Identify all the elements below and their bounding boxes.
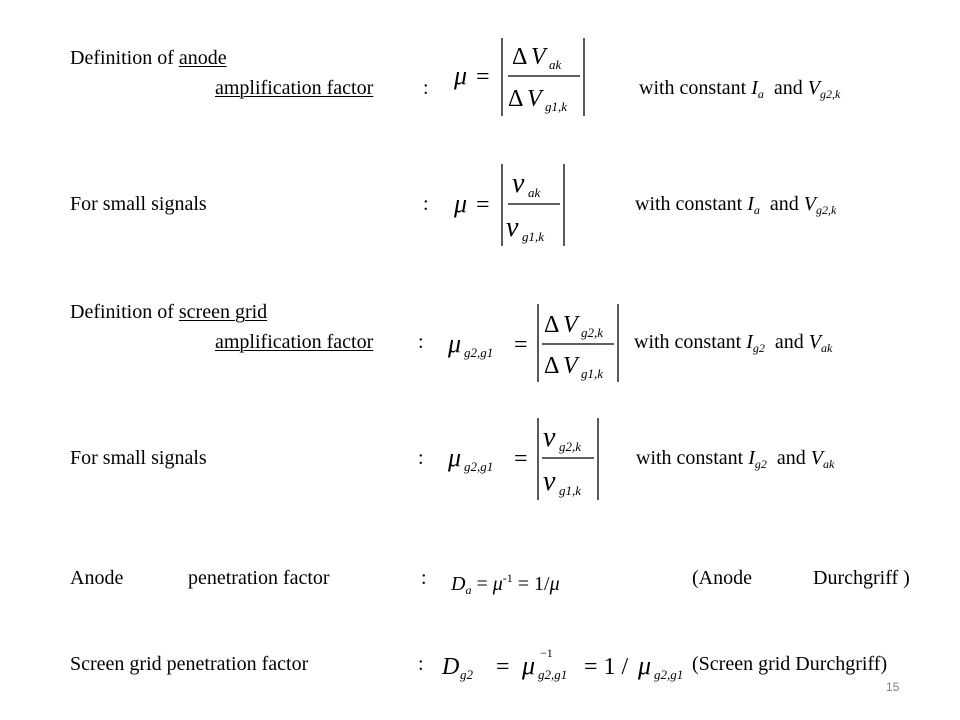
- d-symbol: D: [442, 654, 460, 680]
- screen-grid-term: screen grid: [178, 301, 268, 323]
- mu-symbol: μ: [522, 651, 536, 680]
- delta-symbol: Δ: [544, 353, 560, 379]
- screen-grid-definition-line1: [70, 300, 267, 324]
- numerator-v: v: [543, 422, 556, 453]
- voltage-symbol: V: [803, 193, 816, 215]
- voltage-symbol: V: [807, 77, 820, 99]
- durchgriff-note: Durchgriff ): [813, 567, 910, 589]
- anode-penetration-formula: [451, 566, 560, 602]
- denominator-subscript: g1,k: [559, 483, 582, 498]
- small-signal-screen-grid-formula: [446, 414, 606, 509]
- voltage-symbol: V: [810, 447, 823, 469]
- small-signal-mu-formula: [452, 160, 572, 255]
- denominator-v: v: [543, 466, 556, 497]
- screen-grid-amplification-formula: [446, 300, 626, 391]
- voltage-symbol: V: [808, 331, 821, 353]
- colon: :: [418, 331, 424, 353]
- condition-prefix: with constant: [634, 331, 747, 353]
- mu-symbol: μ: [549, 573, 560, 595]
- equals-sign: =: [496, 654, 510, 680]
- numerator-v: V: [563, 312, 578, 338]
- mu-symbol: μ: [638, 651, 652, 680]
- condition-prefix: with constant: [635, 193, 748, 215]
- colon: :: [418, 653, 424, 675]
- constant-condition: [634, 330, 832, 360]
- delta-symbol: Δ: [512, 44, 528, 70]
- equals-sign: =: [514, 332, 528, 358]
- current-subscript: a: [753, 203, 760, 217]
- mu-subscript: g2,g1: [464, 345, 494, 360]
- voltage-subscript: g2,k: [820, 87, 841, 101]
- mu-symbol: μ: [492, 573, 503, 595]
- anode-label: Anode: [70, 567, 124, 589]
- screen-grid-penetration-label: Screen grid penetration factor: [70, 653, 309, 675]
- d-subscript: a: [465, 583, 472, 597]
- definition-prefix: Definition of: [70, 301, 179, 323]
- anode-note: (Anode: [692, 567, 752, 589]
- current-symbol: I: [751, 77, 758, 99]
- condition-and: and: [764, 331, 809, 353]
- exponent: -1: [502, 571, 513, 585]
- equals-one-over: = 1/: [512, 573, 550, 595]
- constant-condition: [636, 446, 834, 476]
- equals-sign: =: [476, 64, 490, 90]
- denominator-subscript: g1,k: [545, 99, 568, 114]
- mu-symbol: μ: [448, 329, 462, 358]
- denominator-v: v: [506, 212, 519, 243]
- current-symbol: I: [747, 193, 754, 215]
- screen-grid-penetration-formula: [440, 640, 686, 691]
- constant-condition: [639, 76, 840, 106]
- current-subscript: a: [757, 87, 764, 101]
- d-subscript: g2: [460, 667, 473, 682]
- penetration-factor-label: penetration factor: [188, 567, 330, 589]
- mu-subscript: g2,g1: [654, 667, 684, 682]
- colon: :: [423, 77, 429, 99]
- current-subscript: g2: [752, 341, 765, 355]
- colon: :: [423, 193, 429, 215]
- numerator-subscript: g2,k: [559, 439, 582, 454]
- numerator-subscript: ak: [528, 185, 541, 200]
- screen-grid-durchgriff-note: (Screen grid Durchgriff): [692, 653, 888, 675]
- anode-definition-line1: [70, 46, 227, 70]
- denominator-subscript: g1,k: [581, 366, 604, 381]
- delta-symbol: Δ: [508, 86, 524, 112]
- mu-symbol: μ: [454, 61, 468, 90]
- denominator-v: V: [563, 353, 578, 379]
- constant-condition: [635, 192, 836, 222]
- colon: :: [418, 447, 424, 469]
- current-symbol: I: [748, 447, 755, 469]
- mu-subscript: g2,g1: [538, 667, 568, 682]
- page-number: 15: [886, 680, 900, 694]
- mu-symbol: μ: [454, 189, 468, 218]
- condition-prefix: with constant: [636, 447, 749, 469]
- voltage-subscript: ak: [823, 457, 835, 471]
- mu-symbol: μ: [448, 443, 462, 472]
- mu-exponent: −1: [540, 646, 553, 660]
- amplification-factor-label: amplification factor: [215, 331, 374, 353]
- definition-prefix: Definition of: [70, 47, 179, 69]
- voltage-subscript: g2,k: [816, 203, 837, 217]
- equals-sign: =: [476, 192, 490, 218]
- denominator-subscript: g1,k: [522, 229, 545, 244]
- condition-prefix: with constant: [639, 77, 752, 99]
- small-signals-label: For small signals: [70, 193, 207, 215]
- numerator-subscript: g2,k: [581, 325, 604, 340]
- numerator-v: v: [512, 168, 525, 199]
- condition-and: and: [759, 193, 804, 215]
- amplification-factor-label: amplification factor: [215, 77, 374, 99]
- anode-amplification-formula: [452, 34, 592, 125]
- numerator-v: V: [531, 44, 546, 70]
- small-signals-label: For small signals: [70, 447, 207, 469]
- current-symbol: I: [746, 331, 753, 353]
- condition-and: and: [763, 77, 808, 99]
- numerator-subscript: ak: [549, 57, 562, 72]
- condition-and: and: [766, 447, 811, 469]
- equals-sign: =: [471, 573, 493, 595]
- delta-symbol: Δ: [544, 312, 560, 338]
- voltage-subscript: ak: [821, 341, 833, 355]
- anode-term: anode: [178, 47, 227, 69]
- equals-one-over: = 1 /: [584, 654, 629, 680]
- colon: :: [421, 567, 427, 589]
- d-symbol: D: [451, 573, 466, 595]
- current-subscript: g2: [754, 457, 767, 471]
- denominator-v: V: [527, 86, 542, 112]
- equals-sign: =: [514, 446, 528, 472]
- mu-subscript: g2,g1: [464, 459, 494, 474]
